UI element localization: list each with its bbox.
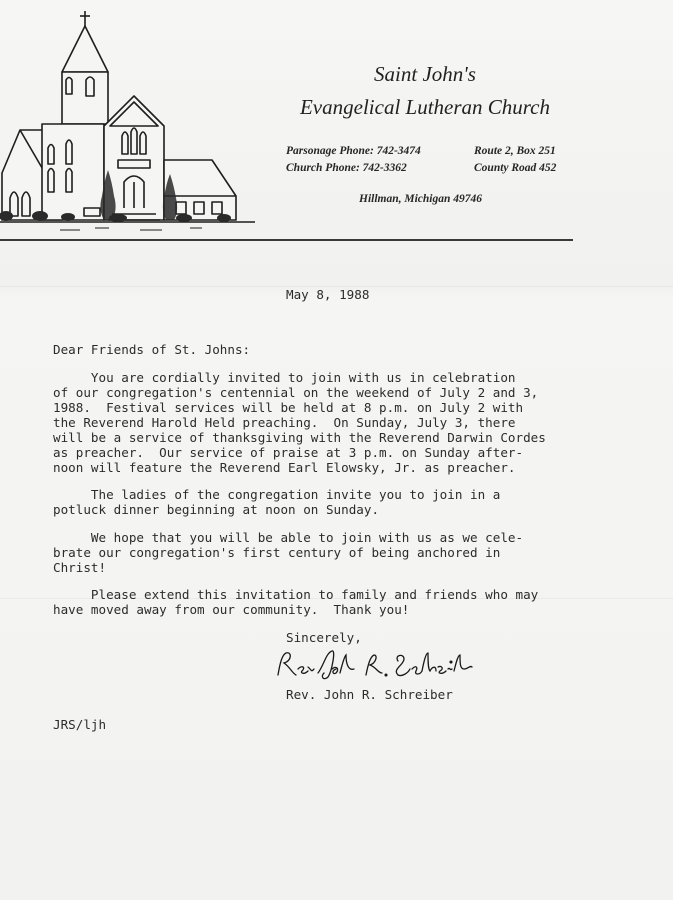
paragraph-line: have moved away from our community. Thank you! — [53, 602, 410, 617]
paragraph-line: brate our congregation's first century of being anchored in — [53, 545, 501, 560]
paragraph-line: of our congregation's centennial on the weekend of July 2 and 3, — [53, 385, 539, 400]
parsonage-phone: Parsonage Phone: 742-3474 — [286, 145, 421, 157]
paragraph-line: noon will feature the Reverend Earl Elowsky, Jr. as preacher. — [53, 460, 516, 475]
paragraph-line: potluck dinner beginning at noon on Sunday. — [53, 502, 380, 517]
letterhead-divider — [0, 239, 573, 241]
paragraph-line: Christ! — [53, 560, 107, 575]
paragraph-line: Please extend this invitation to family and friends who may — [53, 587, 539, 602]
church-phone: Church Phone: 742-3362 — [286, 162, 407, 174]
typist-initials: JRS/ljh — [53, 717, 107, 732]
city-address: Hillman, Michigan 49746 — [359, 193, 483, 205]
paragraph-line: You are cordially invited to join with us in celebration — [53, 370, 516, 385]
letter-date: May 8, 1988 — [286, 287, 370, 302]
church-name-line2: Evangelical Lutheran Church — [299, 95, 551, 119]
paragraph-line: 1988. Festival services will be held at 8 p.m. on July 2 with — [53, 400, 524, 415]
route-address: Route 2, Box 251 — [474, 145, 556, 157]
handwritten-signature — [274, 645, 474, 685]
paragraph-line: will be a service of thanksgiving with the Reverend Darwin Cordes — [53, 430, 546, 445]
salutation: Dear Friends of St. Johns: — [53, 342, 251, 357]
paragraph-line: We hope that you will be able to join with us as we cele- — [53, 530, 524, 545]
church-illustration — [0, 8, 262, 233]
signer-name: Rev. John R. Schreiber — [286, 687, 453, 702]
closing: Sincerely, — [286, 630, 362, 645]
church-name-line1: Saint John's — [374, 62, 476, 86]
paragraph-line: as preacher. Our service of praise at 3 p.m. on Sunday after- — [53, 445, 524, 460]
paragraph-line: the Reverend Harold Held preaching. On Sunday, July 3, there — [53, 415, 516, 430]
county-road: County Road 452 — [474, 162, 557, 174]
paragraph-line: The ladies of the congregation invite you to join in a — [53, 487, 501, 502]
